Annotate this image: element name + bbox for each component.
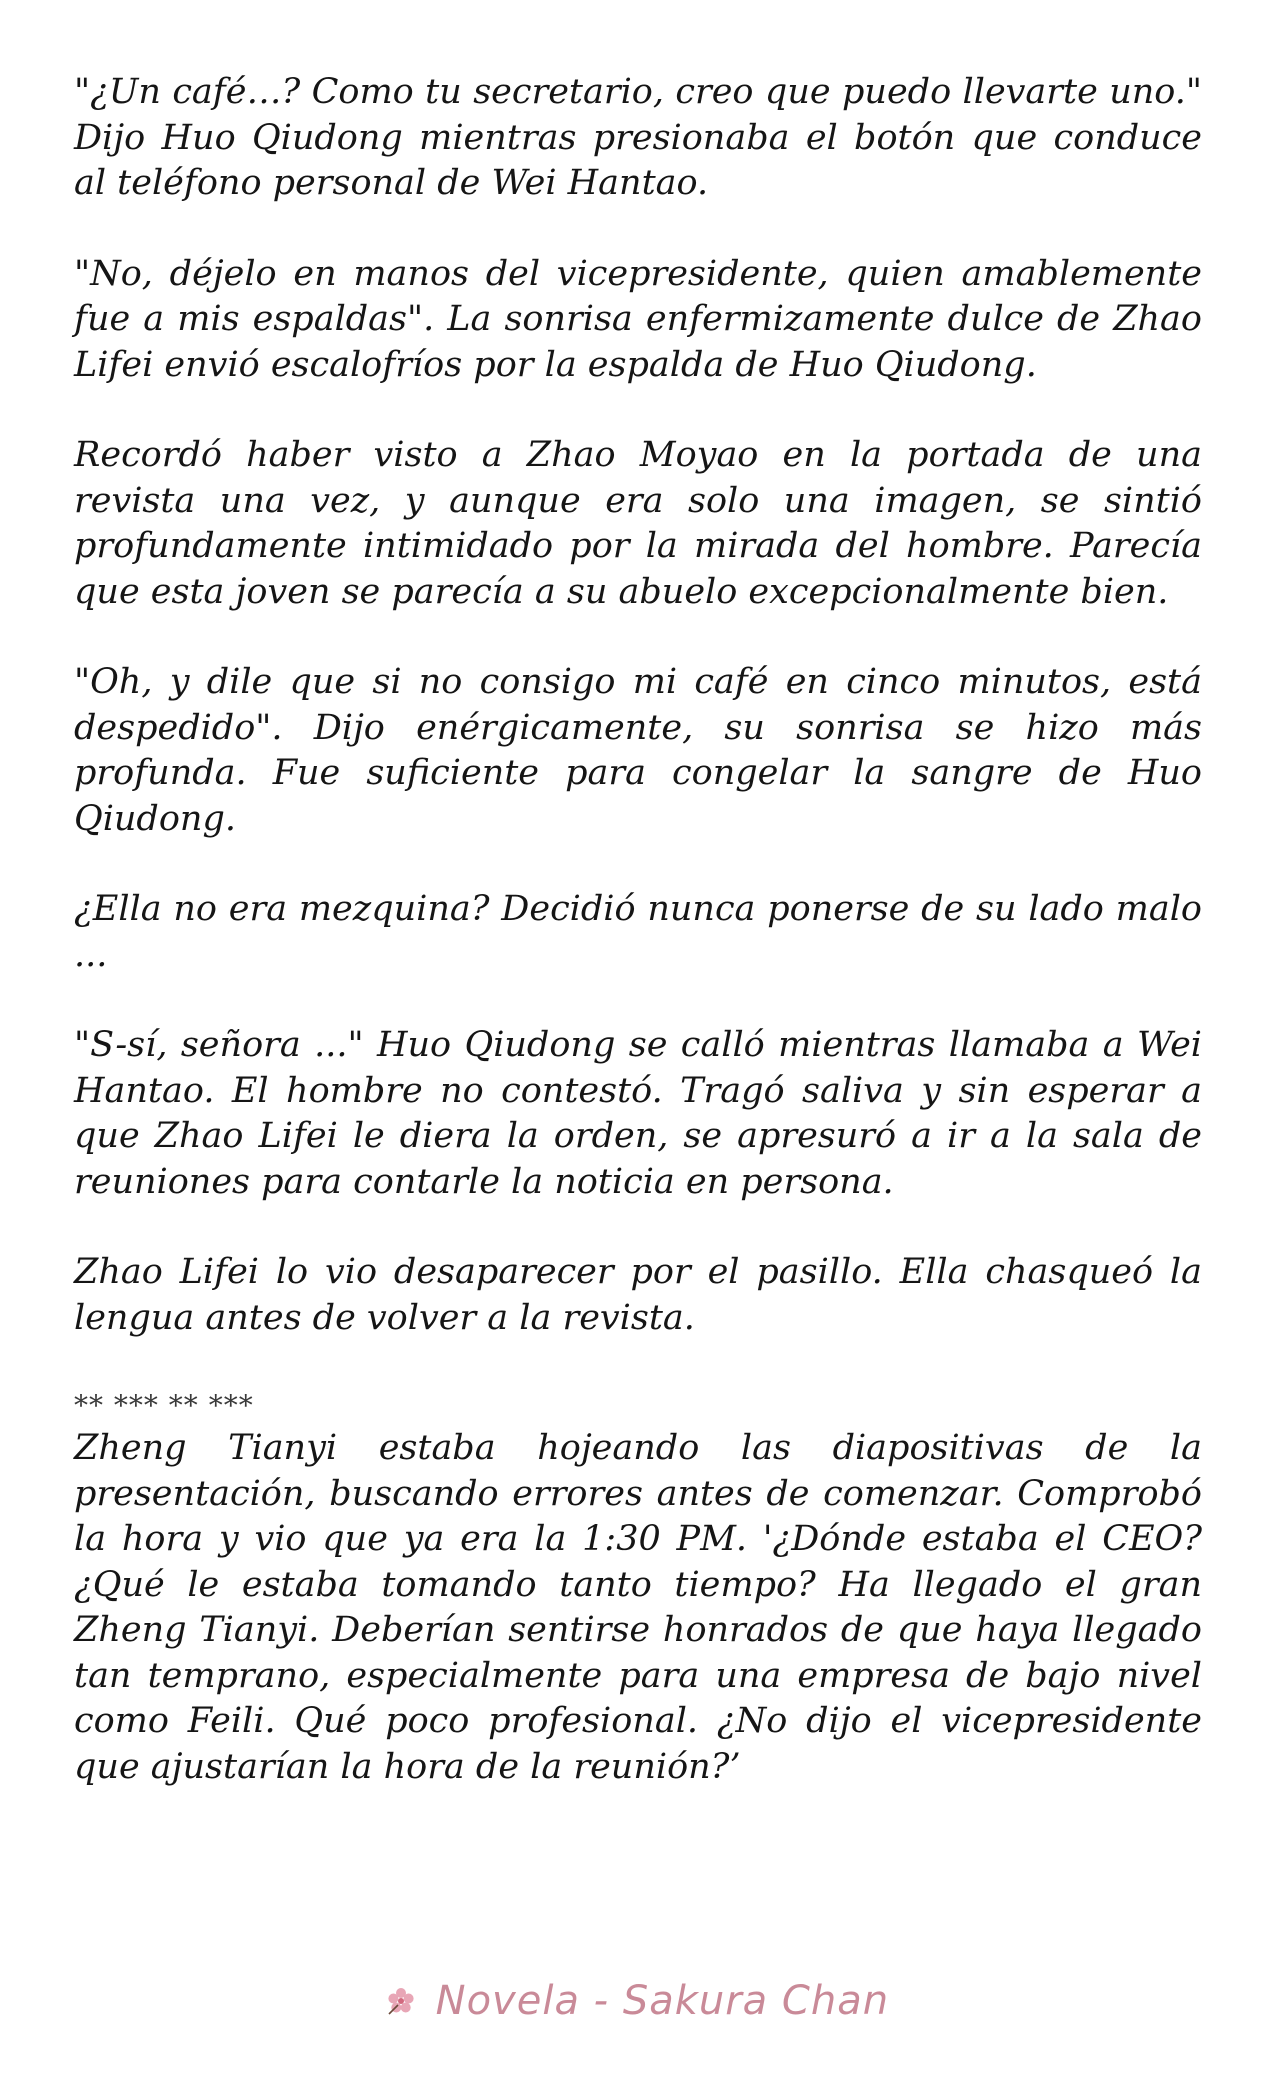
paragraph-2: "No, déjelo en manos del vicepresidente, quien amablemente fue a mis espaldas". La sonrisa enfermizamente dulce de Zhao Lifei envió escalofríos por la espalda de Huo Qiudong. xyxy=(74,253,1202,385)
watermark xyxy=(0,1978,1275,2026)
cherry-blossom-icon xyxy=(386,1980,416,2026)
paragraph-1: "¿Un café…? Como tu secretario, creo que puedo llevarte uno." Dijo Huo Qiudong mientras presionaba el botón que conduce al teléfono personal de Wei Hantao. xyxy=(74,72,1202,203)
paragraph-5: ¿Ella no era mezquina? Decidió nunca ponerse de su lado malo ... xyxy=(74,889,1202,975)
scene-divider: ** *** ** *** xyxy=(74,1389,254,1422)
paragraph-3: Recordó haber visto a Zhao Moyao en la portada de una revista una vez, y aunque era solo una imagen, se sintió profundamente intimidado por la mirada del hombre. Parecía que esta joven se parecía a su abuelo excepcionalmente bien. xyxy=(74,435,1202,612)
paragraph-final: Zheng Tianyi estaba hojeando las diapositivas de la presentación, buscando errores antes de comenzar. Comprobó la hora y vio que ya era la 1:30 PM. '¿Dónde estaba el CEO? ¿Qué le estaba tomando tanto tiempo? Ha llegado el gran Zheng Tianyi. Deberían sentirse honrados de que haya llegado tan temprano, especialmente para una empresa de bajo nivel como Feili. Qué poco profesional. ¿No dijo el vicepresidente que ajustarían la hora de la reunión?’ xyxy=(74,1428,1202,1787)
paragraph-6: "S-sí, señora ..." Huo Qiudong se calló mientras llamaba a Wei Hantao. El hombre no contestó. Tragó saliva y sin esperar a que Zhao Lifei le diera la orden, se apresuró a ir a la sala de reuniones para contarle la noticia en persona. xyxy=(74,1025,1202,1202)
watermark-text: Novela - Sakura Chan xyxy=(435,1978,890,2024)
paragraph-4: "Oh, y dile que si no consigo mi café en cinco minutos, está despedido". Dijo enérgicamente, su sonrisa se hizo más profunda. Fue suficiente para congelar la sangre de Huo Qiudong. xyxy=(74,662,1202,839)
paragraph-7: Zhao Lifei lo vio desaparecer por el pasillo. Ella chasqueó la lengua antes de volver a la revista. xyxy=(74,1252,1202,1338)
document-body xyxy=(74,70,1202,1835)
